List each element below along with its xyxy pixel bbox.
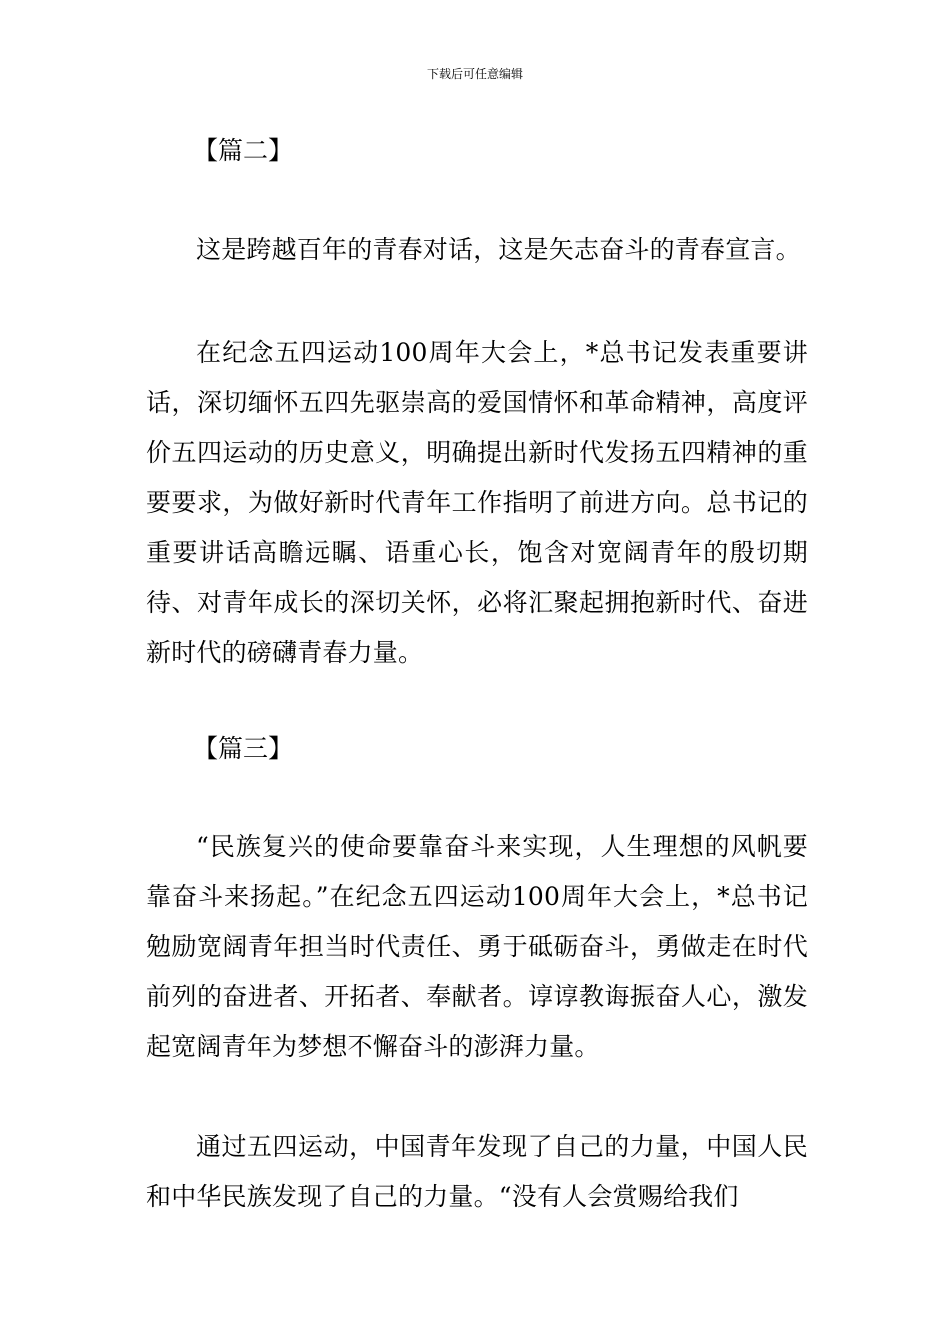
paragraph-2: 在纪念五四运动100周年大会上，*总书记发表重要讲话，深切缅怀五四先驱崇高的爱国情怀和革命精神，高度评价五四运动的历史意义，明确提出新时代发扬五四精神的重要要求，为做好新时代青年工作指明了前进方向。总书记的重要讲话高瞻远瞩、语重心长，饱含对宽阔青年的殷切期待、对青年成长的深切关怀，必将汇聚起拥抱新时代、奋进新时代的磅礴青春力量。: [146, 338, 808, 667]
paragraph-1: 这是跨越百年的青春对话，这是矢志奋斗的青春宣言。: [196, 235, 801, 264]
section-heading-3: 【篇三】: [193, 734, 294, 763]
paragraph-3: “民族复兴的使命要靠奋斗来实现，人生理想的风帆要靠奋斗来扬起。”在纪念五四运动100周年大会上，*总书记勉励宽阔青年担当时代责任、勇于砥砺奋斗，勇做走在时代前列的奋进者、开拓者、奉献者。谆谆教诲振奋人心，激发起宽阔青年为梦想不懈奋斗的澎湃力量。: [146, 832, 808, 1061]
page-header: 下载后可任意编辑: [426, 67, 523, 81]
paragraph-4: 通过五四运动，中国青年发现了自己的力量，中国人民和中华民族发现了自己的力量。“没有人会赏赐给我们: [146, 1132, 808, 1211]
section-heading-2: 【篇二】: [193, 136, 294, 165]
